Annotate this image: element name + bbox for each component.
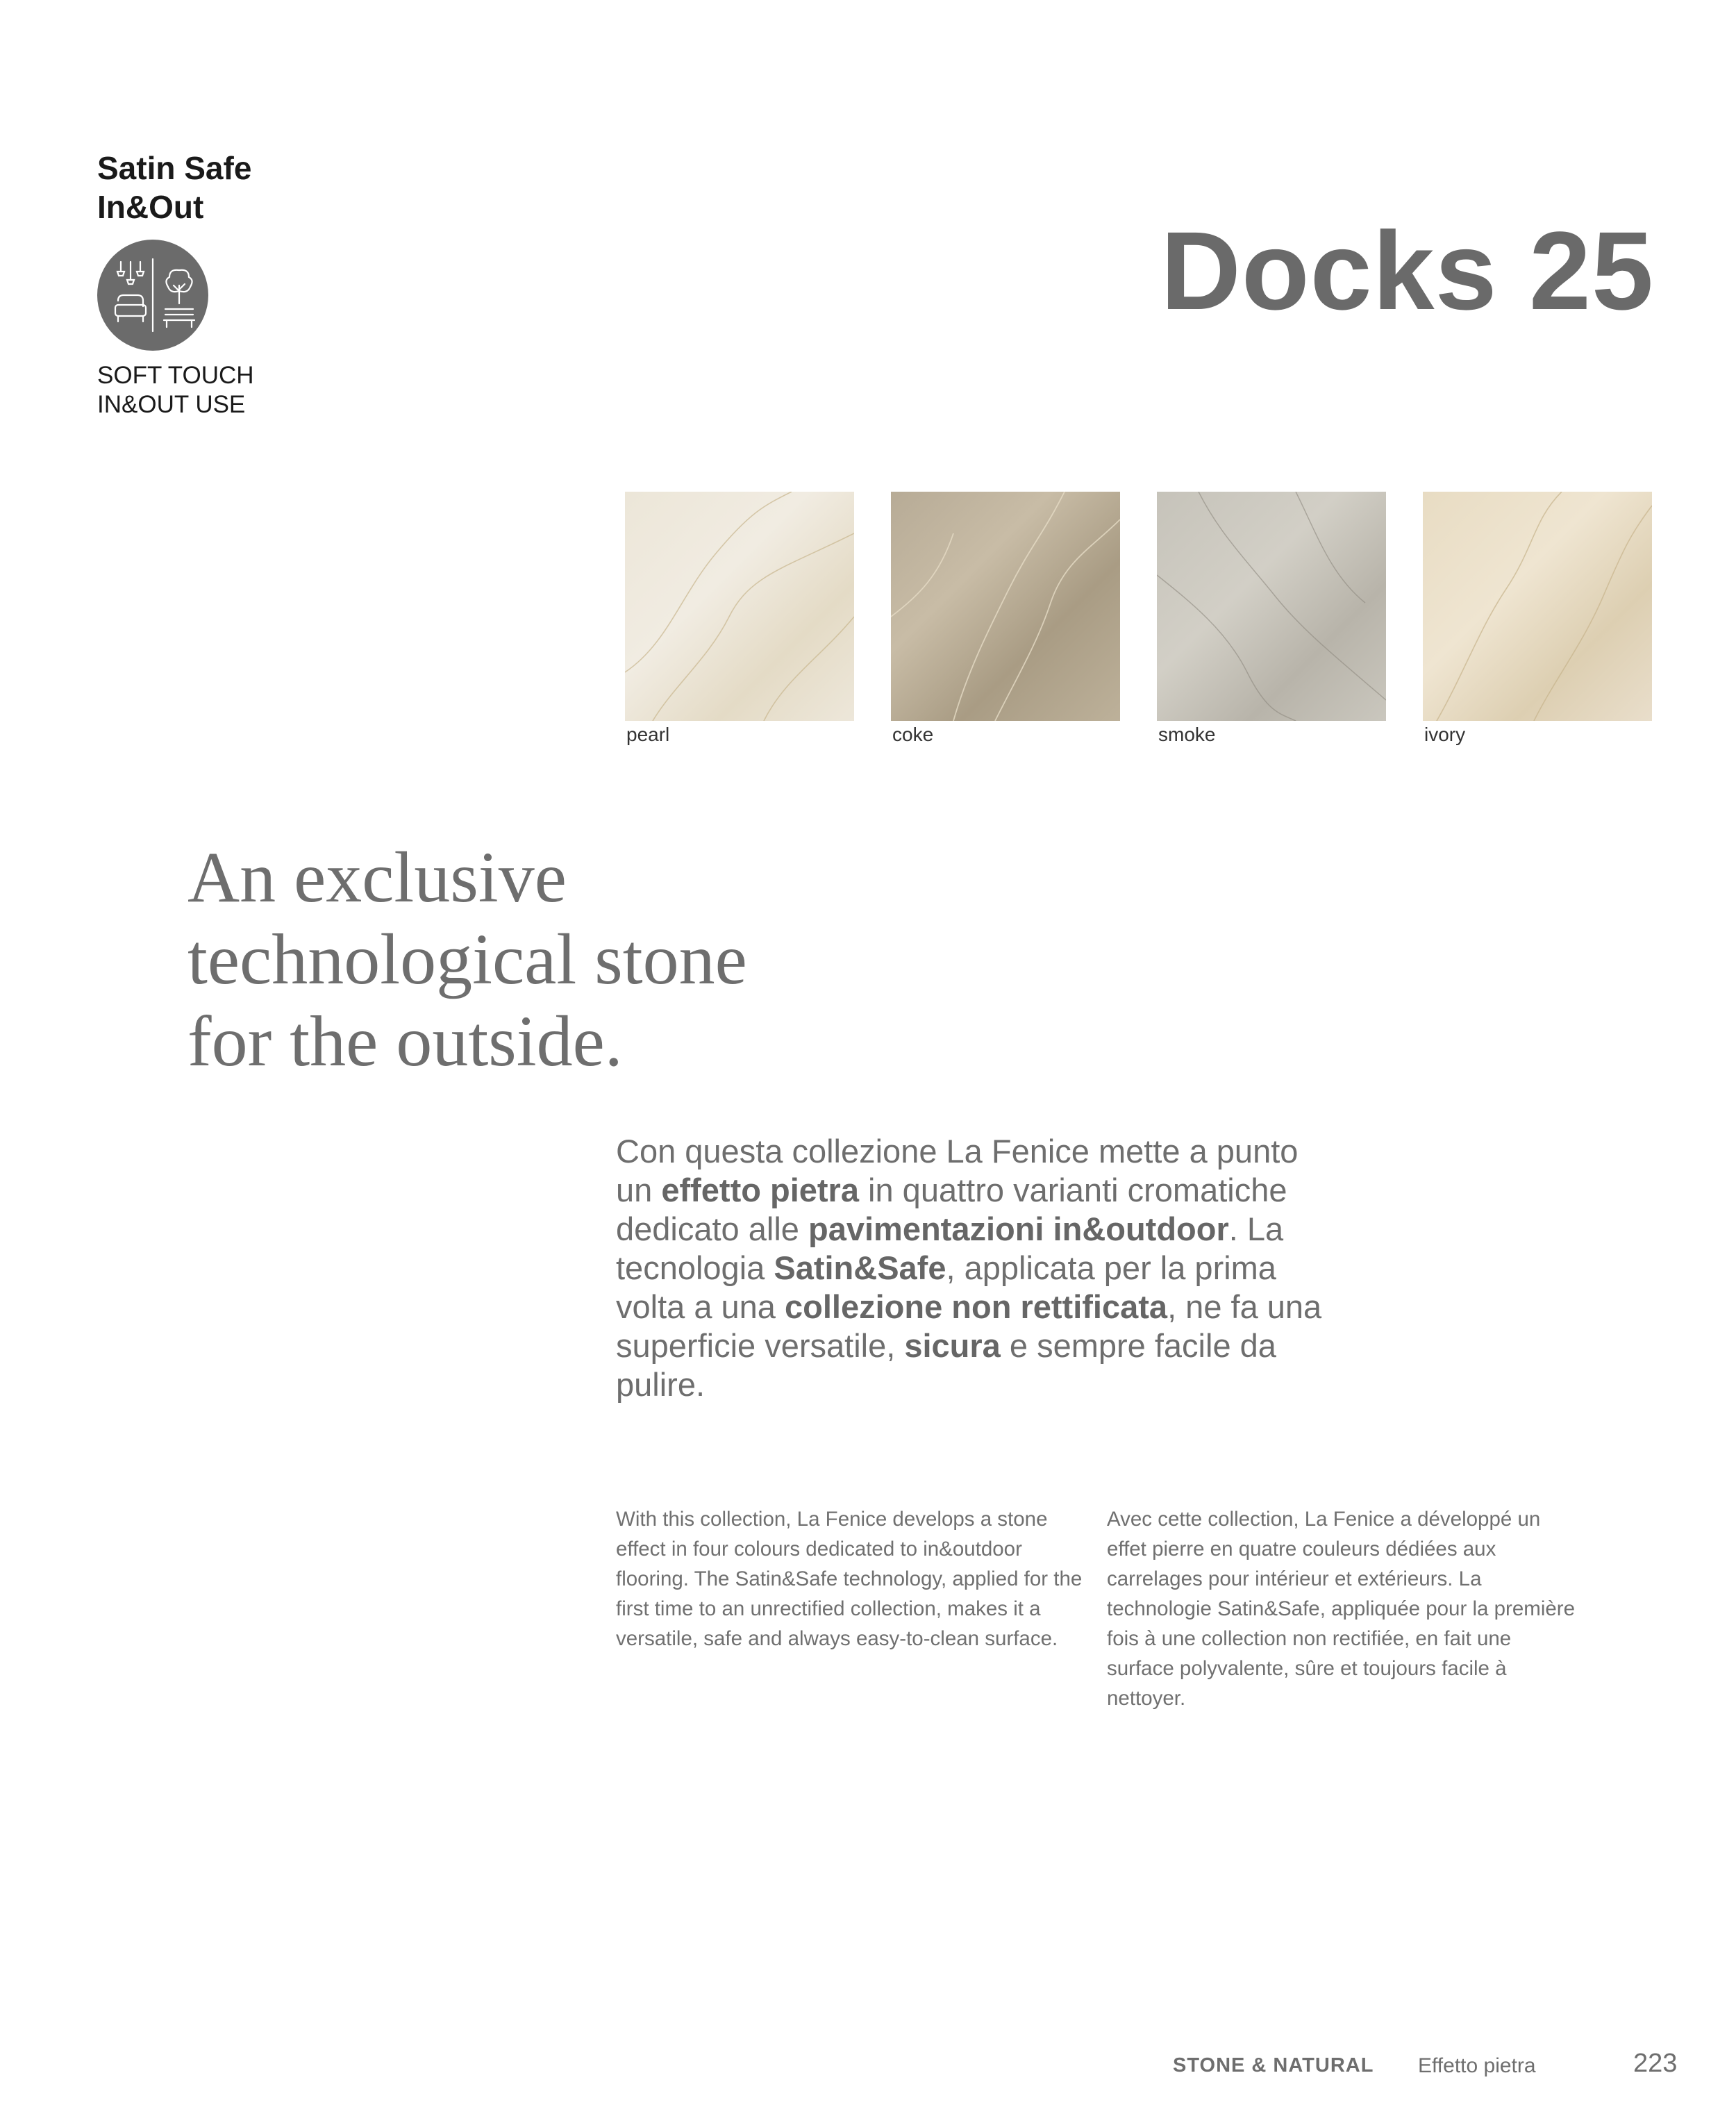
- it-text-4: , applicata per la prima volta a una: [616, 1249, 1276, 1325]
- it-bold-1: effetto pietra: [661, 1172, 859, 1208]
- swatch-coke: [891, 492, 1120, 721]
- page-number: 223: [1633, 2049, 1678, 2078]
- indoor-outdoor-icon: [97, 240, 208, 351]
- it-text-5: , ne fa una superficie versatile,: [616, 1288, 1322, 1364]
- it-bold-2: pavimentazioni in&outdoor: [808, 1210, 1229, 1247]
- product-title: Docks 25: [1160, 208, 1654, 333]
- english-paragraph: With this collection, La Fenice develops a stone effect in four colours dedicated to in&outdoor flooring. The Satin&Safe technology, applied for the first time to an unrectified collection, makes it a versatile, safe and always easy-to-clean surface.: [616, 1508, 1083, 1650]
- marble-veins: [891, 492, 1120, 721]
- swatch-pearl: [625, 492, 854, 721]
- headline-line2: technological stone: [187, 919, 747, 999]
- headline: [187, 837, 747, 1083]
- indoor-outdoor-glyph: [97, 240, 208, 351]
- swatch-ivory: [1423, 492, 1652, 721]
- swatch-label-ivory: ivory: [1424, 724, 1466, 745]
- badge-subtitle: [97, 361, 254, 419]
- badge-title-line1: Satin Safe: [97, 150, 252, 186]
- footer-subcategory: Effetto pietra: [1418, 2054, 1536, 2077]
- badge-title-line2: In&Out: [97, 189, 204, 225]
- swatch-label-smoke: smoke: [1158, 724, 1216, 745]
- it-bold-4: collezione non rettificata: [785, 1288, 1168, 1325]
- badge-subtitle-line2: IN&OUT USE: [97, 391, 246, 418]
- headline-line1: An exclusive: [187, 838, 567, 917]
- it-text-3: . La tecnologia: [616, 1210, 1284, 1286]
- footer-category: STONE & NATURAL: [1173, 2054, 1374, 2076]
- swatch-label-coke: coke: [892, 724, 934, 745]
- it-bold-5: sicura: [904, 1327, 1001, 1364]
- it-text-2: in quattro varianti cromatiche dedicato alle: [616, 1172, 1287, 1247]
- swatch-smoke: [1157, 492, 1386, 721]
- swatch-label-pearl: pearl: [626, 724, 670, 745]
- badge-subtitle-line1: SOFT TOUCH: [97, 362, 254, 389]
- it-text-1: Con questa collezione La Fenice mette a punto un: [616, 1133, 1299, 1208]
- marble-veins: [1423, 492, 1652, 721]
- headline-line3: for the outside.: [187, 1001, 623, 1081]
- it-text-6: e sempre facile da pulire.: [616, 1327, 1276, 1403]
- it-bold-3: Satin&Safe: [774, 1249, 946, 1286]
- marble-veins: [1157, 492, 1386, 721]
- italian-paragraph: [616, 1132, 1338, 1404]
- badge-title: [97, 149, 251, 226]
- marble-veins: [625, 492, 854, 721]
- french-paragraph: Avec cette collection, La Fenice a développé un effet pierre en quatre couleurs dédiées aux carrelages pour intérieur et extérieurs. La technologie Satin&Safe, appliquée pour la première fois à une collection non rectifiée, en fait une surface polyvalente, sûre et toujours facile à nettoyer.: [1107, 1508, 1576, 1710]
